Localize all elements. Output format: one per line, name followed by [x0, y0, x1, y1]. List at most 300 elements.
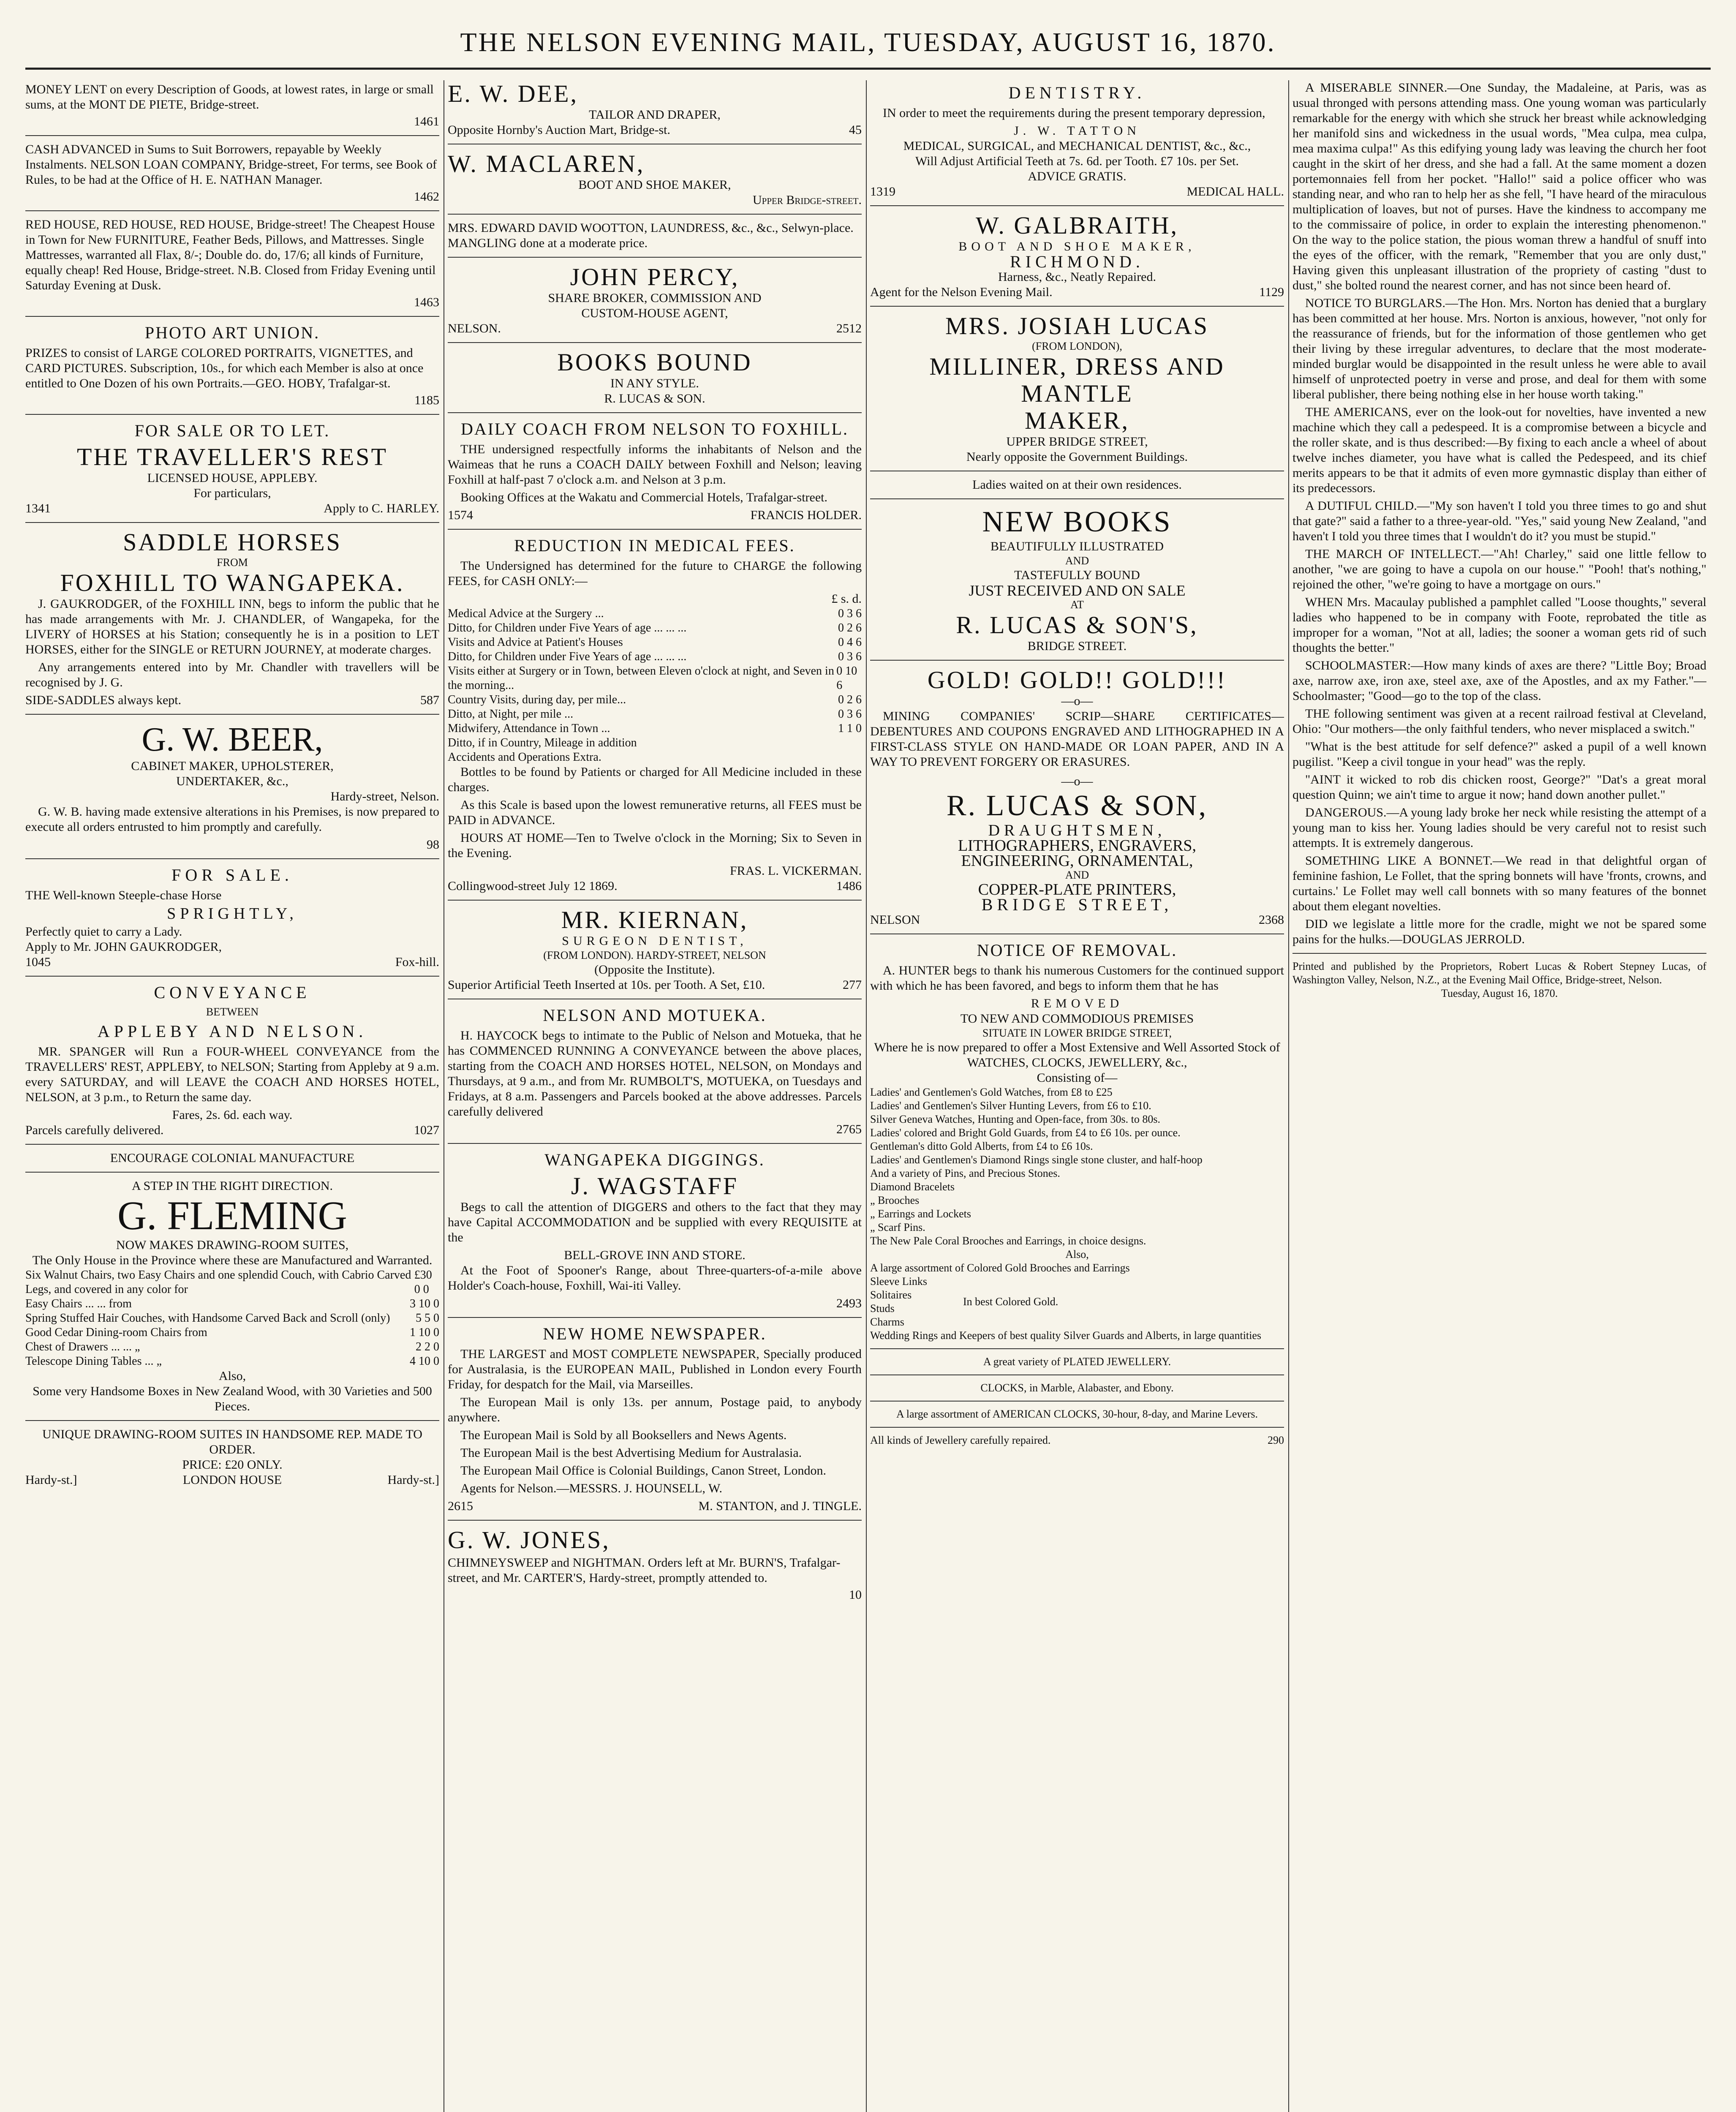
ad-new-home-newspaper — [448, 1324, 862, 1514]
ad-number: 2765 — [836, 1122, 862, 1136]
ad-line: UNDERTAKER, &c., — [176, 774, 288, 788]
gold-item: Solitaires — [870, 1289, 912, 1301]
ad-text: Opposite Hornby's Auction Mart, Bridge-st. — [448, 123, 671, 137]
divider — [448, 900, 862, 901]
ad-text: The European Mail Office is Colonial Buildings, Canon Street, London. — [460, 1464, 826, 1478]
price-row — [25, 1340, 439, 1354]
ad-text: A. HUNTER begs to thank his numerous Customers for the continued support with which he has been favored, and begs to inform them that he has — [870, 963, 1284, 993]
price-value: £30 0 0 — [414, 1268, 432, 1296]
ad-text: The European Mail is Sold by all Booksellers and News Agents. — [460, 1428, 787, 1442]
ad-subtitle: MEDICAL, SURGICAL, and MECHANICAL DENTIST, &c., &c., — [903, 139, 1251, 153]
ad-ornament: —o— — [1061, 774, 1093, 788]
masthead: THE NELSON EVENING MAIL, TUESDAY, AUGUST 16, 1870. — [25, 17, 1711, 70]
ad-title: W. MACLAREN, — [448, 150, 645, 177]
ad-footer — [448, 122, 862, 138]
ad-title: CONVEYANCE — [154, 983, 311, 1002]
divider — [870, 1401, 1284, 1402]
ad-footer — [25, 693, 439, 708]
ad-title: MR. KIERNAN, — [561, 906, 748, 934]
column-rule — [866, 80, 867, 2112]
ad-title: THE TRAVELLER'S REST — [76, 443, 388, 471]
ad-text: Begs to call the attention of DIGGERS and others to the fact that they may have Capital ACCOMMODATION and be supplied with every REQUISITE at the — [448, 1200, 862, 1244]
ad-footer — [870, 912, 1284, 928]
ad-for-sale-horse — [25, 865, 439, 970]
ad-line: WATCHES, CLOCKS, JEWELLERY, &c., — [967, 1056, 1187, 1070]
ad-number: 587 — [420, 693, 439, 707]
gold-list — [870, 1275, 963, 1329]
ad-title: DENTISTRY. — [1008, 83, 1146, 102]
ad-route: FOXHILL TO WANGAPEKA. — [60, 569, 405, 596]
divider — [448, 529, 862, 530]
ad-text: MR. SPANGER will Run a FOUR-WHEEL CONVEYANCE from the TRAVELLERS' REST, APPLEBY, to NELSON; Starting from Appleby at 9 a.m. every SATURDAY, and will LEAVE the COACH AND HORSES HOTEL, NELSON, at 3 p.m., to Return the same day. — [25, 1045, 439, 1104]
ad-heading: ENCOURAGE COLONIAL MANUFACTURE — [110, 1151, 355, 1165]
ad-for-sale-or-let — [25, 421, 439, 516]
price-row — [25, 1268, 439, 1297]
fee-row — [448, 707, 862, 721]
fee-value: 0 3 6 — [838, 650, 862, 663]
ad-footer — [870, 1434, 1284, 1447]
ad-line: JUST RECEIVED AND ON SALE — [969, 582, 1186, 599]
ad-medical-fees — [448, 536, 862, 894]
price-value: 3 10 0 — [410, 1297, 439, 1310]
ad-mrs-lucas — [870, 313, 1284, 493]
ad-line: Hardy-street, Nelson. — [330, 789, 439, 803]
news-paragraph: "What is the best attitude for self defence?" asked a pupil of a well known pugilist. "Keep a civil tongue in your head" was the reply. — [1292, 740, 1706, 769]
ad-text: The Only House in the Province where these are Manufactured and Warranted. — [32, 1253, 433, 1267]
stock-item: And a variety of Pins, and Precious Stones. — [870, 1167, 1060, 1179]
ad-wangapeka-diggings — [448, 1150, 862, 1311]
ad-heading: FOR SALE OR TO LET. — [134, 421, 330, 440]
ad-daily-coach — [448, 419, 862, 523]
ad-date: Collingwood-street July 12 1869. — [448, 879, 618, 893]
ad-text: Ladies waited on at their own residences. — [972, 478, 1182, 492]
divider — [25, 1172, 439, 1173]
ad-note: SIDE-SADDLES always kept. — [25, 693, 182, 707]
ad-text: As this Scale is based upon the lowest remunerative returns, all FEES must be PAID in ADVANCE. — [448, 798, 862, 827]
ad-line: SHARE BROKER, COMMISSION AND — [548, 291, 762, 305]
ad-subtitle: LICENSED HOUSE, APPLEBY. — [147, 471, 318, 485]
ad-address: UPPER BRIDGE STREET, — [1006, 435, 1148, 449]
price-item: Telescope Dining Tables ... „ — [25, 1355, 162, 1368]
divider — [448, 257, 862, 258]
ad-text: H. HAYCOCK begs to intimate to the Public of Nelson and Motueka, that he has COMMENCED RUNNING A CONVEYANCE between the above places, starting from the COACH AND HORSES HOTEL, NELSON, on Mondays and Thursdays, at 9 a.m., and from Mr. RUMBOLT'S, MOTUEKA, on Tuesdays and Fridays, at 8 a.m. Passengers and Parcels booked at the above addresses. Parcels carefully delivered — [448, 1029, 862, 1119]
fee-row — [448, 635, 862, 650]
stock-item: Silver Geneva Watches, Hunting and Open-face, from 30s. to 80s. — [870, 1113, 1160, 1125]
ad-heading: DAILY COACH FROM NELSON TO FOXHILL. — [460, 419, 849, 438]
ad-also: Also, — [218, 1369, 246, 1383]
ad-text: The European Mail is the best Advertising Medium for Australasia. — [460, 1446, 802, 1460]
imprint-date: Tuesday, August 16, 1870. — [1441, 987, 1558, 999]
divider — [870, 498, 1284, 499]
ad-name: FRAS. L. VICKERMAN. — [730, 864, 862, 878]
ad-text: Superior Artificial Teeth Inserted at 10s. per Tooth. A Set, £10. — [448, 978, 765, 992]
price-item: Chest of Drawers ... ... „ — [25, 1340, 140, 1353]
stock-item: CLOCKS, in Marble, Alabaster, and Ebony. — [980, 1382, 1174, 1394]
fee-row — [448, 750, 862, 765]
ad-number: 2493 — [836, 1296, 862, 1310]
ad-cash-advanced — [25, 142, 439, 204]
ad-line: COPPER-PLATE PRINTERS, — [978, 881, 1176, 898]
ad-horse-name: SPRIGHTLY, — [167, 905, 298, 923]
ad-title: BOOKS BOUND — [557, 348, 752, 376]
fee-label: Ditto, if in Country, Mileage in addition — [448, 736, 637, 749]
ad-photo-art-union — [25, 323, 439, 408]
fee-value: 0 3 6 — [838, 708, 862, 721]
ad-galbraith — [870, 212, 1284, 300]
ad-line: (Opposite the Institute). — [594, 963, 715, 977]
ad-name: FRANCIS HOLDER. — [750, 508, 862, 522]
stock-item: A large assortment of AMERICAN CLOCKS, 30-hour, 8-day, and Marine Levers. — [896, 1408, 1258, 1420]
ad-red-house — [25, 217, 439, 310]
divider — [448, 342, 862, 343]
news-paragraph: THE AMERICANS, ever on the look-out for novelties, have invented a new machine which they call a pedespeed. It is a compromise between a bicycle and the roller skate, and is thus described:—By fixing to each ancle a wheel of about twelve inches diameter, you have what is called the Pedespeed, and its chief merits appears to be that it admits of even more gymnastic display than either of its predecessors. — [1292, 405, 1706, 495]
ad-conveyance — [25, 983, 439, 1138]
news-paragraph: DANGEROUS.—A young lady broke her neck while resisting the attempt of a young man to kiss her. Young ladies should be very careful not to resist such attempts. It is extremely dangerous. — [1292, 806, 1706, 850]
divider — [1292, 953, 1706, 954]
gold-item: Sleeve Links — [870, 1275, 928, 1287]
ad-number: 1341 — [25, 501, 51, 515]
ad-subtitle: NOW MAKES DRAWING-ROOM SUITES, — [116, 1238, 349, 1252]
ad-text: HOURS AT HOME—Ten to Twelve o'clock in the Morning; Six to Seven in the Evening. — [448, 831, 862, 860]
ad-title: R. LUCAS & SON, — [946, 789, 1208, 822]
ad-maclaren — [448, 150, 862, 208]
ad-text: Some very Handsome Boxes in New Zealand Wood, with 30 Varieties and 500 Pieces. — [33, 1384, 432, 1413]
ad-text: All kinds of Jewellery carefully repaired. — [870, 1434, 1051, 1446]
ad-from: (FROM LONDON), — [1032, 340, 1122, 352]
stock-item: A great variety of PLATED JEWELLERY. — [983, 1355, 1171, 1368]
fee-value: 0 4 6 — [838, 636, 862, 649]
fee-value: 0 2 6 — [838, 693, 862, 706]
stock-item: The New Pale Coral Brooches and Earrings, in choice designs. — [870, 1235, 1146, 1247]
ad-text: PRIZES to consist of LARGE COLORED PORTRAITS, VIGNETTES, and CARD PICTURES. Subscription, 10s., for which each Member is also at once entitled to One Dozen of his own Portraits.—GEO. HOBY, Trafalgar-st. — [25, 346, 424, 390]
ad-number: 2368 — [1259, 913, 1284, 927]
ad-unique: UNIQUE DRAWING-ROOM SUITES IN HANDSOME REP. MADE TO ORDER. — [42, 1427, 422, 1456]
ad-heading: WANGAPEKA DIGGINGS. — [544, 1150, 765, 1169]
ad-location: Fox-hill. — [395, 955, 439, 969]
news-paragraph: WHEN Mrs. Macaulay published a pamphlet called "Loose thoughts," several ladies who happened to be in company with Foote, reprobated the title as improper for a woman, "Not at all, ladies; the sooner a woman gets rid of such thoughts the better." — [1292, 595, 1706, 655]
ad-text: CASH ADVANCED in Sums to Suit Borrowers, repayable by Weekly Instalments. NELSON LOAN COMPANY, Bridge-street, For terms, see Book of Rules, to be had at the Office of H. E. NATHAN Manager. — [25, 142, 437, 187]
price-row — [25, 1354, 439, 1369]
ad-text: The Undersigned has determined for the future to CHARGE the following FEES, for CASH ONLY:— — [448, 559, 862, 588]
ad-fares: Fares, 2s. 6d. each way. — [172, 1108, 293, 1122]
ad-step: A STEP IN THE RIGHT DIRECTION. — [131, 1179, 333, 1193]
ad-title: SADDLE HORSES — [123, 528, 342, 556]
price-row — [25, 1311, 439, 1325]
fee-value: 0 10 6 — [836, 664, 857, 692]
news-paragraph: SCHOOLMASTER:—How many kinds of axes are there? "Little Boy; Broad axe, narrow axe, iron axe, steel axe, axe of the Apostles, and ax my Father."—Schoolmaster; "Good—go to the top of the class. — [1292, 659, 1706, 703]
ad-footer — [870, 184, 1284, 199]
ad-also: Also, — [1065, 1248, 1089, 1260]
ad-heading: NEW HOME NEWSPAPER. — [543, 1324, 767, 1343]
divider — [870, 1427, 1284, 1428]
divider — [25, 316, 439, 317]
ad-number: 1486 — [836, 879, 862, 893]
fee-label: Ditto, at Night, per mile ... — [448, 708, 574, 721]
ad-line: SITUATE IN LOWER BRIDGE STREET, — [982, 1027, 1172, 1039]
ad-heading: REDUCTION IN MEDICAL FEES. — [514, 536, 795, 555]
ad-price: PRICE: £20 ONLY. — [182, 1458, 283, 1472]
ad-line: MILLINER, DRESS AND MANTLE — [929, 353, 1225, 407]
ad-dentistry — [870, 83, 1284, 199]
ad-footer — [25, 955, 439, 970]
ad-number: 1574 — [448, 508, 473, 522]
ad-notice-of-removal — [870, 940, 1284, 1447]
price-value: 5 5 0 — [416, 1312, 439, 1325]
price-value: 1 10 0 — [410, 1326, 439, 1339]
newspaper-page — [25, 17, 1711, 2112]
stock-item: Ladies' and Gentlemen's Diamond Rings single stone cluster, and half-hoop — [870, 1154, 1203, 1166]
ad-from: FROM — [217, 556, 248, 569]
ad-inn: BELL-GROVE INN AND STORE. — [564, 1248, 746, 1262]
ad-title: GOLD! GOLD!! GOLD!!! — [927, 666, 1227, 694]
ad-title: E. W. DEE, — [448, 80, 579, 107]
ad-number: 2615 — [448, 1499, 473, 1513]
news-paragraph: SOMETHING LIKE A BONNET.—We read in that delightful organ of feminine fashion, Le Follet, that the spring bonnets will have 'fronts, crowns, and curtains.' Le Follet may well call bonnets with so many features of the bonnet about them elegant novelties. — [1292, 854, 1706, 913]
ad-text: G. W. B. having made extensive alterations in his Premises, is now prepared to execute all orders entrusted to him promptly and carefully. — [25, 805, 439, 834]
ad-footer — [448, 977, 862, 993]
ad-at: AT — [1070, 599, 1084, 611]
ad-line: LITHOGRAPHERS, ENGRAVERS, — [958, 837, 1197, 855]
ad-note: Parcels carefully delivered. — [25, 1123, 164, 1137]
ad-footer — [448, 508, 862, 523]
fee-label: Accidents and Operations Extra. — [448, 751, 601, 764]
ad-location: NELSON. — [448, 321, 501, 335]
price-list — [25, 1268, 439, 1369]
ad-title: G. W. BEER, — [141, 721, 323, 758]
divider — [870, 1374, 1284, 1375]
column-1 — [25, 80, 439, 2112]
price-value: 4 10 0 — [410, 1355, 439, 1368]
ad-ornament: —o— — [1061, 694, 1093, 708]
stock-item: A large assortment of Colored Gold Brooches and Earrings — [870, 1262, 1130, 1274]
fee-row — [448, 736, 862, 750]
ad-title: W. GALBRAITH, — [975, 212, 1178, 239]
ad-street: Hardy-st.] — [25, 1473, 77, 1487]
ad-text: IN order to meet the requirements during the present temporary depression, — [883, 106, 1265, 120]
stock-item: „ Brooches — [870, 1194, 920, 1206]
ad-text: Agent for the Nelson Evening Mail. — [870, 285, 1053, 299]
divider — [25, 1144, 439, 1145]
fee-value: 0 2 6 — [838, 621, 862, 634]
ad-line: TO NEW AND COMMODIOUS PREMISES — [960, 1012, 1194, 1026]
ad-kiernan-dentist — [448, 906, 862, 993]
price-item: Spring Stuffed Hair Couches, with Handsome Carved Back and Scroll (only) — [25, 1312, 390, 1325]
ad-line: Perfectly quiet to carry a Lady. — [25, 925, 182, 939]
ad-beer-cabinet-maker — [25, 721, 439, 852]
ad-line: BRIDGE STREET, — [981, 895, 1173, 914]
ad-number: 1463 — [414, 295, 439, 309]
ad-nelson-motueka — [448, 1005, 862, 1137]
fee-value: 1 1 0 — [838, 722, 862, 735]
ad-text: Will Adjust Artificial Teeth at 7s. 6d. per Tooth. £7 10s. per Set. — [915, 154, 1239, 168]
ad-text: For particulars, — [193, 486, 271, 500]
divider — [25, 522, 439, 523]
stock-item: „ Scarf Pins. — [870, 1221, 925, 1233]
ad-dee-tailor — [448, 80, 862, 138]
ad-name: R. LUCAS & SON'S, — [956, 611, 1198, 639]
ad-title: MRS. JOSIAH LUCAS — [945, 312, 1209, 340]
ad-location: NELSON — [870, 913, 920, 927]
ad-number: 1461 — [414, 114, 439, 128]
ad-text: Bottles to be found by Patients or charged for All Medicine included in these charges. — [448, 765, 862, 794]
ad-title: G. FLEMING — [117, 1193, 347, 1238]
ad-address: Upper Bridge-street. — [752, 193, 862, 207]
divider — [448, 1317, 862, 1318]
ad-number: 277 — [843, 978, 862, 992]
ad-number: 1129 — [1259, 285, 1284, 299]
ad-number: 1462 — [414, 190, 439, 204]
fee-row — [448, 721, 862, 736]
fee-label: Visits either at Surgery or in Town, between Eleven o'clock at night, and Seven in the morning... — [448, 664, 834, 692]
news-paragraph: NOTICE TO BURGLARS.—The Hon. Mrs. Norton has denied that a burglary has been committed at her house. Mrs. Norton is anxious, however, "not only for the reassurance of friends, but for the information of those gentlemen who get their living by these irregular adventures, to declare that the most moderate-minded burglar would be disappointed in the result unless he were able to avail himself of unprotected poetry in verse and prose, and deal for them with some liberal publisher, there being nothing else in her house worth taking." — [1292, 296, 1706, 401]
fee-row — [448, 607, 862, 621]
divider — [448, 412, 862, 413]
column-4 — [1292, 80, 1706, 2112]
column-2 — [448, 80, 862, 2112]
ad-street: Hardy-st.] — [387, 1473, 439, 1487]
fee-label: Visits and Advice at Patient's Houses — [448, 636, 623, 649]
ad-line: DRAUGHTSMEN, — [988, 822, 1166, 839]
fee-label: Ditto, for Children under Five Years of age ... ... ... — [448, 650, 687, 663]
ad-wootton-laundress — [448, 220, 862, 251]
divider — [870, 306, 1284, 307]
ad-footer — [448, 321, 862, 336]
ad-heading: NOTICE OF REMOVAL. — [977, 941, 1178, 960]
price-item: Easy Chairs ... ... from — [25, 1297, 132, 1310]
ad-between: BETWEEN — [206, 1006, 259, 1018]
divider — [25, 210, 439, 211]
ad-line: BEAUTIFULLY ILLUSTRATED — [990, 539, 1164, 553]
ad-fleming — [25, 1151, 439, 1488]
fee-row — [448, 664, 862, 693]
news-paragraph: A MISERABLE SINNER.—One Sunday, the Madaleine, at Paris, was as usual thronged with persons attending mass. One young woman was particularly remarkable for the energy with which she struck her breast while acknowledging her manifold sins and wickedness in the usual words, "Mea culpa, mea culpa, mea maxima culpa!" As this edifying young lady was leaving the church her foot caught in the skirt of her dress, and she had a fall. At the same moment a dozen portemonnaies fell from her pocket. "Hallo!" said a police officer who was standing near, and who ran to help her as she fell, "I have heard of the miraculous multiplication of loaves, but not of purses. Have the kindness to accompany me to the commissaire of police, in order to explain the interesting phenomenon." On the way to the police station, the pious woman threw a handful of snuff into the eyes of the officer, with the remark, "Remember that you are only dust," Having given this unpleasant illustration of the propriety of casting "dust to dust," she bolted round the nearest corner, and has not since been heard of. — [1292, 81, 1706, 292]
price-item: Good Cedar Dining-room Chairs from — [25, 1326, 207, 1339]
price-row — [25, 1325, 439, 1340]
ad-text: Nearly opposite the Government Buildings. — [966, 450, 1188, 464]
ad-text: Harness, &c., Neatly Repaired. — [998, 270, 1156, 284]
ad-text: RED HOUSE, RED HOUSE, RED HOUSE, Bridge-street! The Cheapest House in Town for New FURNITURE, Feather Beds, Pillows, and Mattresses. Single Mattresses, warranted all Flax, 8/-; Double do. do, 17/6; all kinds of Furniture, equally cheap! Red House, Bridge-street. N.B. Closed from Friday Evening until Saturday Evening at Dusk. — [25, 218, 436, 292]
ad-footer — [25, 1472, 439, 1488]
ad-number: 1185 — [414, 393, 439, 407]
stock-item: Diamond Bracelets — [870, 1181, 955, 1193]
ad-name: R. LUCAS & SON. — [604, 392, 705, 406]
divider — [25, 135, 439, 136]
divider — [448, 1520, 862, 1521]
divider — [25, 976, 439, 977]
ad-number: 2512 — [836, 321, 862, 335]
ad-title: JOHN PERCY, — [570, 263, 740, 291]
ad-number: 10 — [849, 1588, 862, 1602]
ad-footer — [25, 1123, 439, 1138]
gold-group — [870, 1275, 1284, 1329]
ad-house-name: LONDON HOUSE — [182, 1473, 282, 1487]
divider — [25, 858, 439, 859]
stock-item: „ Earrings and Lockets — [870, 1208, 971, 1220]
divider — [25, 714, 439, 715]
fee-label: Medical Advice at the Surgery ... — [448, 607, 604, 620]
ad-text: Agents for Nelson.—MESSRS. J. HOUNSELL, W. — [460, 1481, 723, 1495]
news-paragraph: A DUTIFUL CHILD.—"My son haven't I told you three times to go and shut that gate?" said a father to a three-year-old. "Yes," said young New Zealand, "and haven't I told you three times that I wouldn't do it? you must be stupid." — [1292, 499, 1706, 543]
divider — [448, 214, 862, 215]
ad-footer — [448, 879, 862, 894]
ad-heading: FOR SALE. — [171, 865, 293, 885]
ad-number: 1027 — [414, 1123, 439, 1137]
ad-text: Where he is now prepared to offer a Most Extensive and Well Assorted Stock of — [874, 1040, 1280, 1054]
ad-subtitle: BOOT AND SHOE MAKER, — [578, 178, 731, 192]
ad-contact: Apply to C. HARLEY. — [324, 501, 439, 515]
price-row — [25, 1297, 439, 1311]
ad-line: Apply to Mr. JOHN GAUKRODGER, — [25, 940, 222, 954]
ad-percy — [448, 264, 862, 336]
news-paragraph: DID we legislate a little more for the cradle, might we not be spared some pains for the hulks.—DOUGLAS JERROLD. — [1292, 917, 1706, 946]
ad-number: 1319 — [870, 185, 895, 199]
stock-item: Ladies' and Gentlemen's Silver Hunting Levers, from £6 to £10. — [870, 1100, 1151, 1112]
ad-text: Any arrangements entered into by Mr. Chandler with travellers will be recognised by J. G. — [25, 660, 439, 689]
ad-subtitle: BOOT AND SHOE MAKER, — [958, 240, 1196, 253]
ad-number: 290 — [1268, 1434, 1284, 1446]
ad-line: (FROM LONDON). HARDY-STREET, NELSON — [543, 949, 766, 961]
ad-and: AND — [1065, 555, 1089, 567]
ad-footer — [448, 1499, 862, 1514]
ad-and: AND — [1065, 869, 1089, 881]
column-rule — [1288, 80, 1289, 2112]
ad-route: APPLEBY AND NELSON. — [97, 1022, 367, 1041]
ad-text: CHIMNEYSWEEP and NIGHTMAN. Orders left at Mr. BURN'S, Trafalgar-street, and Mr. CARTER'S, Hardy-street, promptly attended to. — [448, 1556, 841, 1585]
fee-row — [448, 650, 862, 664]
divider — [870, 1348, 1284, 1349]
ad-heading: NELSON AND MOTUEKA. — [543, 1006, 767, 1025]
gold-item: Charms — [870, 1316, 904, 1328]
ad-text: The European Mail is only 13s. per annum, Postage paid, to anybody anywhere. — [448, 1395, 862, 1424]
stock-item: Gentleman's ditto Gold Alberts, from £4 to £6 10s. — [870, 1140, 1093, 1152]
divider — [448, 1143, 862, 1144]
ad-name: J. W. TATTON — [1014, 124, 1140, 138]
ad-money-lent — [25, 82, 439, 129]
price-value: 2 2 0 — [416, 1340, 439, 1353]
imprint: Printed and published by the Proprietors, Robert Lucas & Robert Stepney Lucas, of Washington Valley, Nelson, N.Z., at the Evening Mail Office, Bridge-street, Nelson. — [1292, 960, 1706, 986]
ad-subtitle: TAILOR AND DRAPER, — [589, 108, 721, 122]
news-paragraph: THE following sentiment was given at a recent railroad festival at Cleveland, Ohio: "Our mothers—the only faithful tenders, who never misplaced a switch." — [1292, 707, 1706, 736]
ad-title: J. WAGSTAFF — [571, 1172, 739, 1200]
stock-item: Ladies' and Gentlemen's Gold Watches, from £8 to £25 — [870, 1086, 1113, 1098]
ad-heading: PHOTO ART UNION. — [144, 323, 320, 342]
ad-text: Booking Offices at the Wakatu and Commercial Hotels, Trafalgar-street. — [460, 490, 827, 504]
column-3 — [870, 80, 1284, 2112]
gold-note: In best Colored Gold. — [963, 1296, 1058, 1308]
ad-number: 1045 — [25, 955, 51, 969]
ad-gold — [870, 667, 1284, 770]
ad-text: THE undersigned respectfully informs the inhabitants of Nelson and the Waimeas that he runs a COACH DAILY between Foxhill and Nelson; leaving Foxhill at half-past 7 o'clock a.m. and Nelson at 3 p.m. — [448, 442, 862, 487]
ad-footer — [25, 501, 439, 516]
ad-text: MINING COMPANIES' SCRIP—SHARE CERTIFICATES—DEBENTURES AND COUPONS ENGRAVED AND LITHOGRAPHED IN A FIRST-CLASS STYLE ON HAND-MADE OR LOAN PAPER, AND IN A WAY TO PREVENT FORGERY OR ERASURES. — [870, 709, 1284, 769]
ad-advice: ADVICE GRATIS. — [1028, 169, 1126, 183]
price-item: Six Walnut Chairs, two Easy Chairs and one splendid Couch, with Cabrio Carved Legs, and covered in any color for — [25, 1268, 411, 1296]
ad-new-books — [870, 505, 1284, 654]
ad-number: 45 — [849, 123, 862, 137]
ad-line: Consisting of— — [1037, 1071, 1118, 1085]
ad-text: THE LARGEST and MOST COMPLETE NEWSPAPER, Specially produced for Australasia, is the EUROPEAN MAIL, Published in London every Fourth Friday, for despatch for the Mail, via Marseilles. — [448, 1347, 862, 1391]
ad-location: MEDICAL HALL. — [1186, 185, 1284, 199]
ad-books-bound — [448, 349, 862, 406]
ad-text: At the Foot of Spooner's Range, about Three-quarters-of-a-mile above Holder's Coach-house, Foxhill, Wai-iti Valley. — [448, 1263, 862, 1293]
ad-lucas-son-draughtsmen — [870, 774, 1284, 928]
stock-item: Ladies' colored and Bright Gold Guards, from £4 to £6 10s. per ounce. — [870, 1127, 1181, 1139]
ad-footer — [870, 285, 1284, 300]
gold-item: Studs — [870, 1302, 895, 1315]
ad-line: TASTEFULLY BOUND — [1014, 568, 1140, 582]
ad-text: M. STANTON, and J. TINGLE. — [698, 1499, 862, 1513]
ad-saddle-horses — [25, 529, 439, 708]
